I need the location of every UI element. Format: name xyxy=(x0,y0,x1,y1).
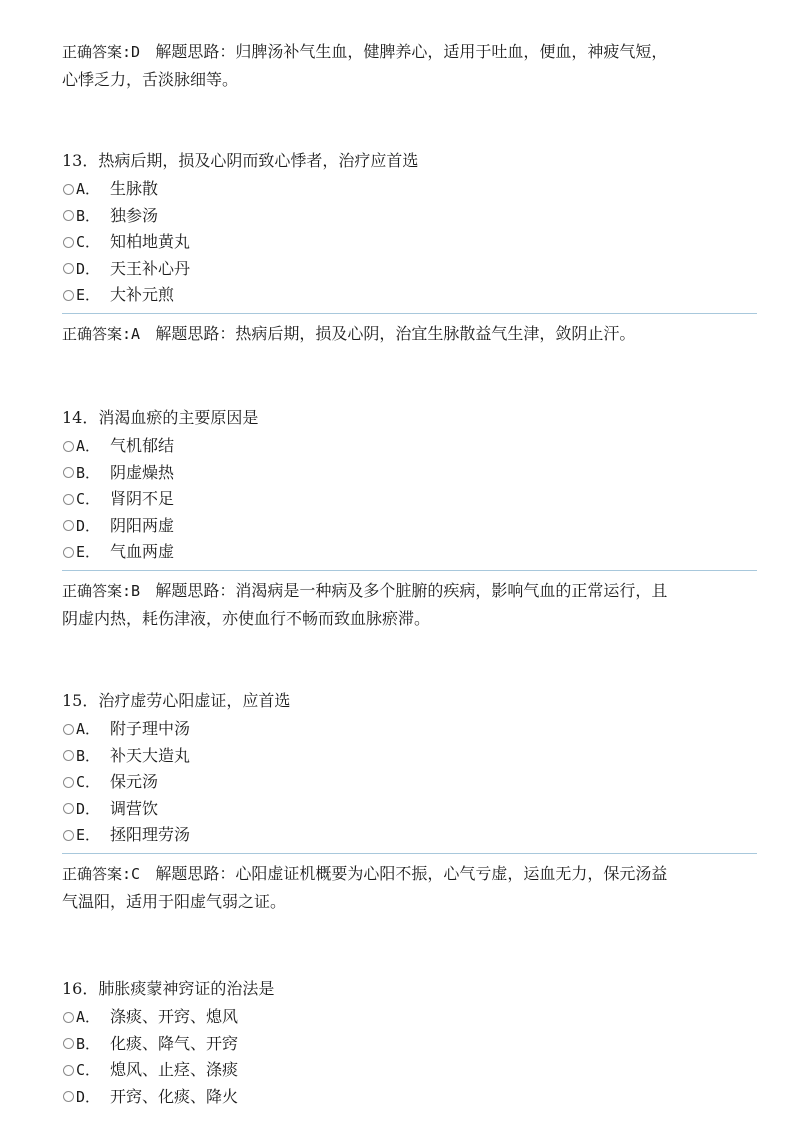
answer-label: 正确答案: xyxy=(62,43,132,61)
option-b[interactable] xyxy=(62,460,757,487)
answer-line xyxy=(62,38,757,66)
option-letter: B． xyxy=(76,1034,101,1053)
option-c[interactable] xyxy=(62,769,757,796)
radio-button[interactable] xyxy=(63,210,74,221)
option-d[interactable] xyxy=(62,796,757,823)
option-text: 阴阳两虚 xyxy=(110,515,175,535)
answer-block xyxy=(62,320,757,348)
radio-button[interactable] xyxy=(63,1038,74,1049)
option-letter: A． xyxy=(76,437,101,455)
radio-button[interactable] xyxy=(63,777,74,788)
option-a[interactable] xyxy=(62,433,757,460)
radio-button[interactable] xyxy=(63,1065,74,1076)
option-c[interactable] xyxy=(62,1057,757,1084)
answer-block xyxy=(62,38,757,93)
question-15 xyxy=(62,686,757,854)
radio-button[interactable] xyxy=(63,520,74,531)
radio-button[interactable] xyxy=(63,547,74,558)
option-text: 补天大造丸 xyxy=(110,745,191,765)
question-stem: 14．消渴血瘀的主要原因是 xyxy=(62,408,259,427)
option-letter: A． xyxy=(76,720,101,738)
explanation-label: 解题思路： xyxy=(155,42,236,61)
radio-button[interactable] xyxy=(63,1012,74,1023)
option-text: 独参汤 xyxy=(110,205,159,225)
explanation-label: 解题思路： xyxy=(155,581,236,600)
explanation-text-line2: 阴虚内热，耗伤津液，亦使血行不畅而致血脉瘀滞。 xyxy=(62,609,431,628)
option-letter: C． xyxy=(76,773,101,791)
radio-button[interactable] xyxy=(63,184,74,195)
answer-label: 正确答案: xyxy=(62,865,132,883)
option-letter: D． xyxy=(76,799,101,818)
option-text: 拯阳理劳汤 xyxy=(110,825,191,844)
divider xyxy=(62,570,757,571)
option-letter: B． xyxy=(76,463,101,482)
option-text: 阴虚燥热 xyxy=(110,462,175,482)
option-b[interactable] xyxy=(62,203,757,230)
divider xyxy=(62,313,757,314)
radio-button[interactable] xyxy=(63,750,74,761)
option-letter: D． xyxy=(76,259,101,278)
question-14 xyxy=(62,403,757,571)
divider xyxy=(62,853,757,854)
option-letter: C． xyxy=(76,233,101,251)
question-stem: 16．肺胀痰蒙神窍证的治法是 xyxy=(62,979,275,998)
answer-line xyxy=(62,577,757,605)
explanation-text-line2: 气温阳，适用于阳虚气弱之证。 xyxy=(62,892,287,911)
option-text: 生脉散 xyxy=(110,179,159,198)
option-letter: A． xyxy=(76,1008,101,1026)
answer-letter: A xyxy=(131,325,141,343)
radio-button[interactable] xyxy=(63,441,74,452)
explanation-text-line2: 心悸乏力，舌淡脉细等。 xyxy=(62,70,239,89)
option-letter: A． xyxy=(76,180,101,198)
option-text: 天王补心丹 xyxy=(110,258,191,278)
answer-block xyxy=(62,577,757,632)
option-text: 熄风、止痉、涤痰 xyxy=(110,1060,239,1079)
question-stem: 15．治疗虚劳心阳虚证，应首选 xyxy=(62,691,291,710)
option-letter: C． xyxy=(76,490,101,508)
radio-button[interactable] xyxy=(63,830,74,841)
option-letter: E． xyxy=(76,826,101,844)
option-e[interactable] xyxy=(62,282,757,309)
option-b[interactable] xyxy=(62,1031,757,1058)
option-text: 涤痰、开窍、熄风 xyxy=(110,1007,239,1026)
explanation-text: 心阳虚证机概要为心阳不振，心气亏虚，运血无力，保元汤益 xyxy=(235,864,668,883)
option-text: 气机郁结 xyxy=(110,436,175,455)
option-a[interactable] xyxy=(62,1004,757,1031)
answer-letter: C xyxy=(131,865,141,883)
option-letter: D． xyxy=(76,1087,101,1106)
option-e[interactable] xyxy=(62,822,757,849)
option-text: 调营饮 xyxy=(110,798,159,818)
option-letter: E． xyxy=(76,543,101,561)
radio-button[interactable] xyxy=(63,467,74,478)
radio-button[interactable] xyxy=(63,803,74,814)
option-c[interactable] xyxy=(62,229,757,256)
option-letter: D． xyxy=(76,516,101,535)
option-text: 大补元煎 xyxy=(110,285,175,304)
option-e[interactable] xyxy=(62,539,757,566)
explanation-text: 消渴病是一种病及多个脏腑的疾病，影响气血的正常运行，且 xyxy=(235,581,668,600)
question-13 xyxy=(62,146,757,314)
radio-button[interactable] xyxy=(63,724,74,735)
option-d[interactable] xyxy=(62,1084,757,1111)
option-text: 保元汤 xyxy=(110,772,159,791)
question-16 xyxy=(62,974,757,1110)
option-text: 化痰、降气、开窍 xyxy=(110,1033,239,1053)
option-text: 知柏地黄丸 xyxy=(110,232,191,251)
option-c[interactable] xyxy=(62,486,757,513)
explanation-text: 归脾汤补气生血，健脾养心，适用于吐血，便血，神疲气短， xyxy=(235,42,668,61)
option-b[interactable] xyxy=(62,743,757,770)
answer-letter: B xyxy=(131,582,141,600)
explanation-text: 热病后期，损及心阴，治宜生脉散益气生津，敛阴止汗。 xyxy=(235,324,636,343)
option-text: 开窍、化痰、降火 xyxy=(110,1086,239,1106)
radio-button[interactable] xyxy=(63,494,74,505)
radio-button[interactable] xyxy=(63,263,74,274)
answer-label: 正确答案: xyxy=(62,582,132,600)
answer-label: 正确答案: xyxy=(62,325,132,343)
option-letter: B． xyxy=(76,746,101,765)
answer-line xyxy=(62,860,757,888)
question-stem: 13．热病后期，损及心阴而致心悸者，治疗应首选 xyxy=(62,151,419,170)
option-text: 气血两虚 xyxy=(110,542,175,561)
option-letter: B． xyxy=(76,206,101,225)
radio-button[interactable] xyxy=(63,237,74,248)
option-text: 附子理中汤 xyxy=(110,719,191,738)
option-a[interactable] xyxy=(62,176,757,203)
option-letter: C． xyxy=(76,1061,101,1079)
answer-letter: D xyxy=(131,43,141,61)
radio-button[interactable] xyxy=(63,290,74,301)
option-letter: E． xyxy=(76,286,101,304)
option-a[interactable] xyxy=(62,716,757,743)
option-text: 肾阴不足 xyxy=(110,489,175,508)
answer-line xyxy=(62,320,757,348)
option-d[interactable] xyxy=(62,256,757,283)
explanation-label: 解题思路： xyxy=(155,864,236,883)
option-d[interactable] xyxy=(62,513,757,540)
answer-block xyxy=(62,860,757,915)
explanation-label: 解题思路： xyxy=(155,324,236,343)
radio-button[interactable] xyxy=(63,1091,74,1102)
